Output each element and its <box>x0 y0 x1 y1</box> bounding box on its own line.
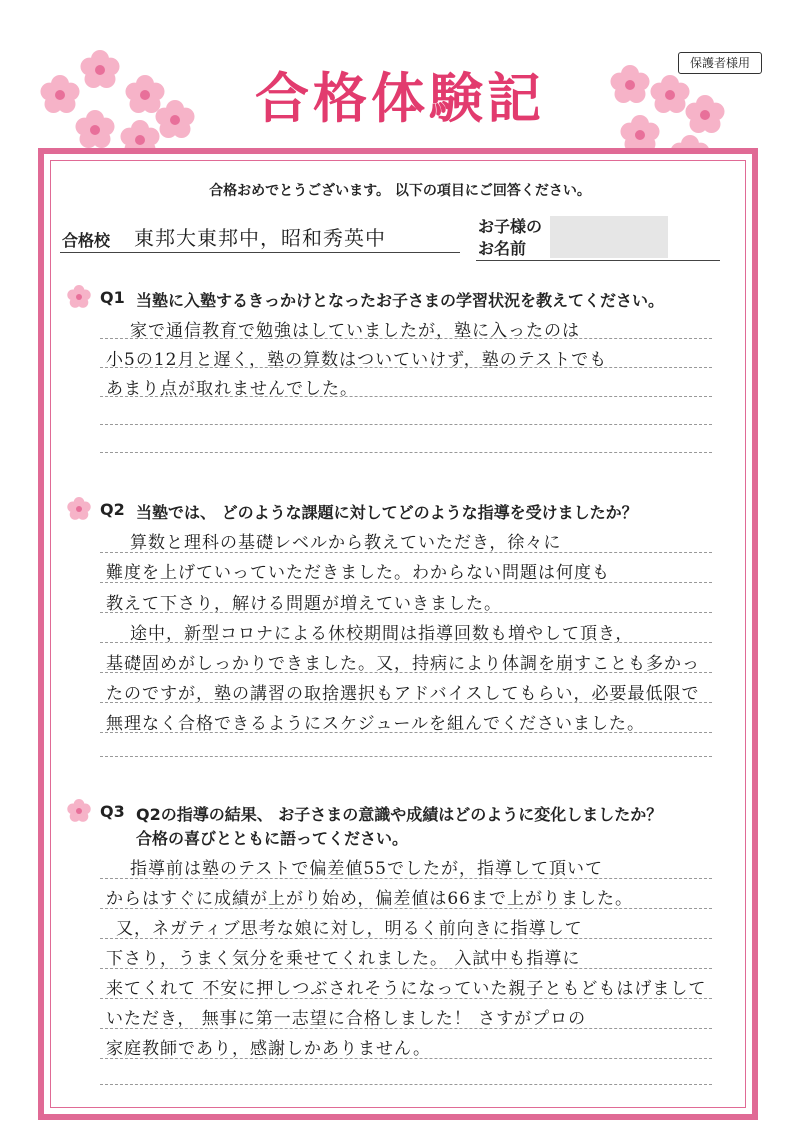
greeting-text: 合格おめでとうございます。 以下の項目にご回答ください。 <box>209 183 591 199</box>
name-label-line1: お子様の <box>478 217 543 236</box>
blossom-icon <box>66 798 92 824</box>
q1-answer-line: 家で通信教育で勉強はしていましたが，塾に入ったのは <box>130 321 580 341</box>
redacted-name <box>550 216 668 258</box>
blossom-icon <box>66 496 92 522</box>
ruled-line <box>100 702 712 703</box>
q1-question: 当塾に入塾するきっかけとなったお子さまの学習状況を教えてください。 <box>136 291 665 310</box>
q3-answer-line: 家庭教師であり，感謝しかありません。 <box>106 1039 432 1059</box>
q2-answer-line: 途中，新型コロナによる休校期間は指導回数も増やして頂き， <box>130 624 634 644</box>
q3-answer-line: 指導前は塾のテストで偏差値55でしたが，指導して頂いて <box>130 859 603 879</box>
q3-answer-line: いただき， 無事に第一志望に合格しました！ さすがプロの <box>106 1009 587 1029</box>
ruled-line <box>100 396 712 397</box>
ruled-line <box>100 756 712 757</box>
ruled-line <box>100 672 712 673</box>
q2-answer-line: 基礎固めがしっかりできました。又，持病により体調を崩すことも多かっ <box>106 654 700 674</box>
ruled-line <box>100 582 712 583</box>
ruled-line <box>100 998 712 999</box>
blossom-icon <box>66 284 92 310</box>
q2-answer-line: たのですが，塾の講習の取捨選択もアドバイスしてもらい，必要最低限で <box>106 684 700 704</box>
ruled-line <box>100 968 712 969</box>
q3-answer-line: 下さり，うまく気分を乗せてくれました。 入試中も指導に <box>106 949 581 969</box>
ruled-line <box>100 1058 712 1059</box>
q1-answer-line: あまり点が取れませんでした。 <box>106 379 358 399</box>
ruled-line <box>100 732 712 733</box>
page-title: 合格体験記 <box>255 66 545 130</box>
q2-answer-line: 算数と理科の基礎レベルから教えていただき，徐々に <box>130 533 562 553</box>
q2-answer-line: 無理なく合格できるようにスケジュールを組んでくださいました。 <box>106 714 645 734</box>
ruled-line <box>100 642 712 643</box>
q2-question: 当塾では、 どのような課題に対してどのような指導を受けましたか？ <box>136 503 638 522</box>
ruled-line <box>100 908 712 909</box>
name-underline <box>476 260 720 261</box>
audience-tag: 保護者様用 <box>678 52 762 74</box>
q3-answer-line: からはすぐに成績が上がり始め，偏差値は66まで上がりました。 <box>106 889 633 909</box>
q3-question-sub: 合格の喜びとともに語ってください。 <box>136 829 409 848</box>
q1-answer-line: 小5の12月と遅く，塾の算数はついていけず，塾のテストでも <box>106 350 608 370</box>
q3-question: Q2の指導の結果、 お子さまの意識や成績はどのように変化しましたか？ <box>136 805 663 824</box>
q2-answer-line: 教えて下さり，解ける問題が増えていきました。 <box>106 594 502 614</box>
ruled-line <box>100 1028 712 1029</box>
q3-number: Q3 <box>100 802 125 821</box>
school-value: 東邦大東邦中，昭和秀英中 <box>134 226 386 250</box>
name-label-line2: お名前 <box>478 239 527 258</box>
school-underline <box>60 252 460 253</box>
ruled-line <box>100 612 712 613</box>
ruled-line <box>100 424 712 425</box>
ruled-line <box>100 338 712 339</box>
q2-number: Q2 <box>100 500 125 519</box>
q3-answer-line: 来てくれて 不安に押しつぶされそうになっていた親子ともどもはげまして <box>106 979 707 999</box>
ruled-line <box>100 1084 712 1085</box>
q2-answer-line: 難度を上げていっていただきました。わからない問題は何度も <box>106 563 610 583</box>
q1-number: Q1 <box>100 288 125 307</box>
ruled-line <box>100 552 712 553</box>
ruled-line <box>100 878 712 879</box>
q3-answer-line: 又，ネガティブ思考な娘に対し，明るく前向きに指導して <box>116 919 583 939</box>
school-label: 合格校 <box>62 231 111 250</box>
ruled-line <box>100 367 712 368</box>
ruled-line <box>100 452 712 453</box>
ruled-line <box>100 938 712 939</box>
